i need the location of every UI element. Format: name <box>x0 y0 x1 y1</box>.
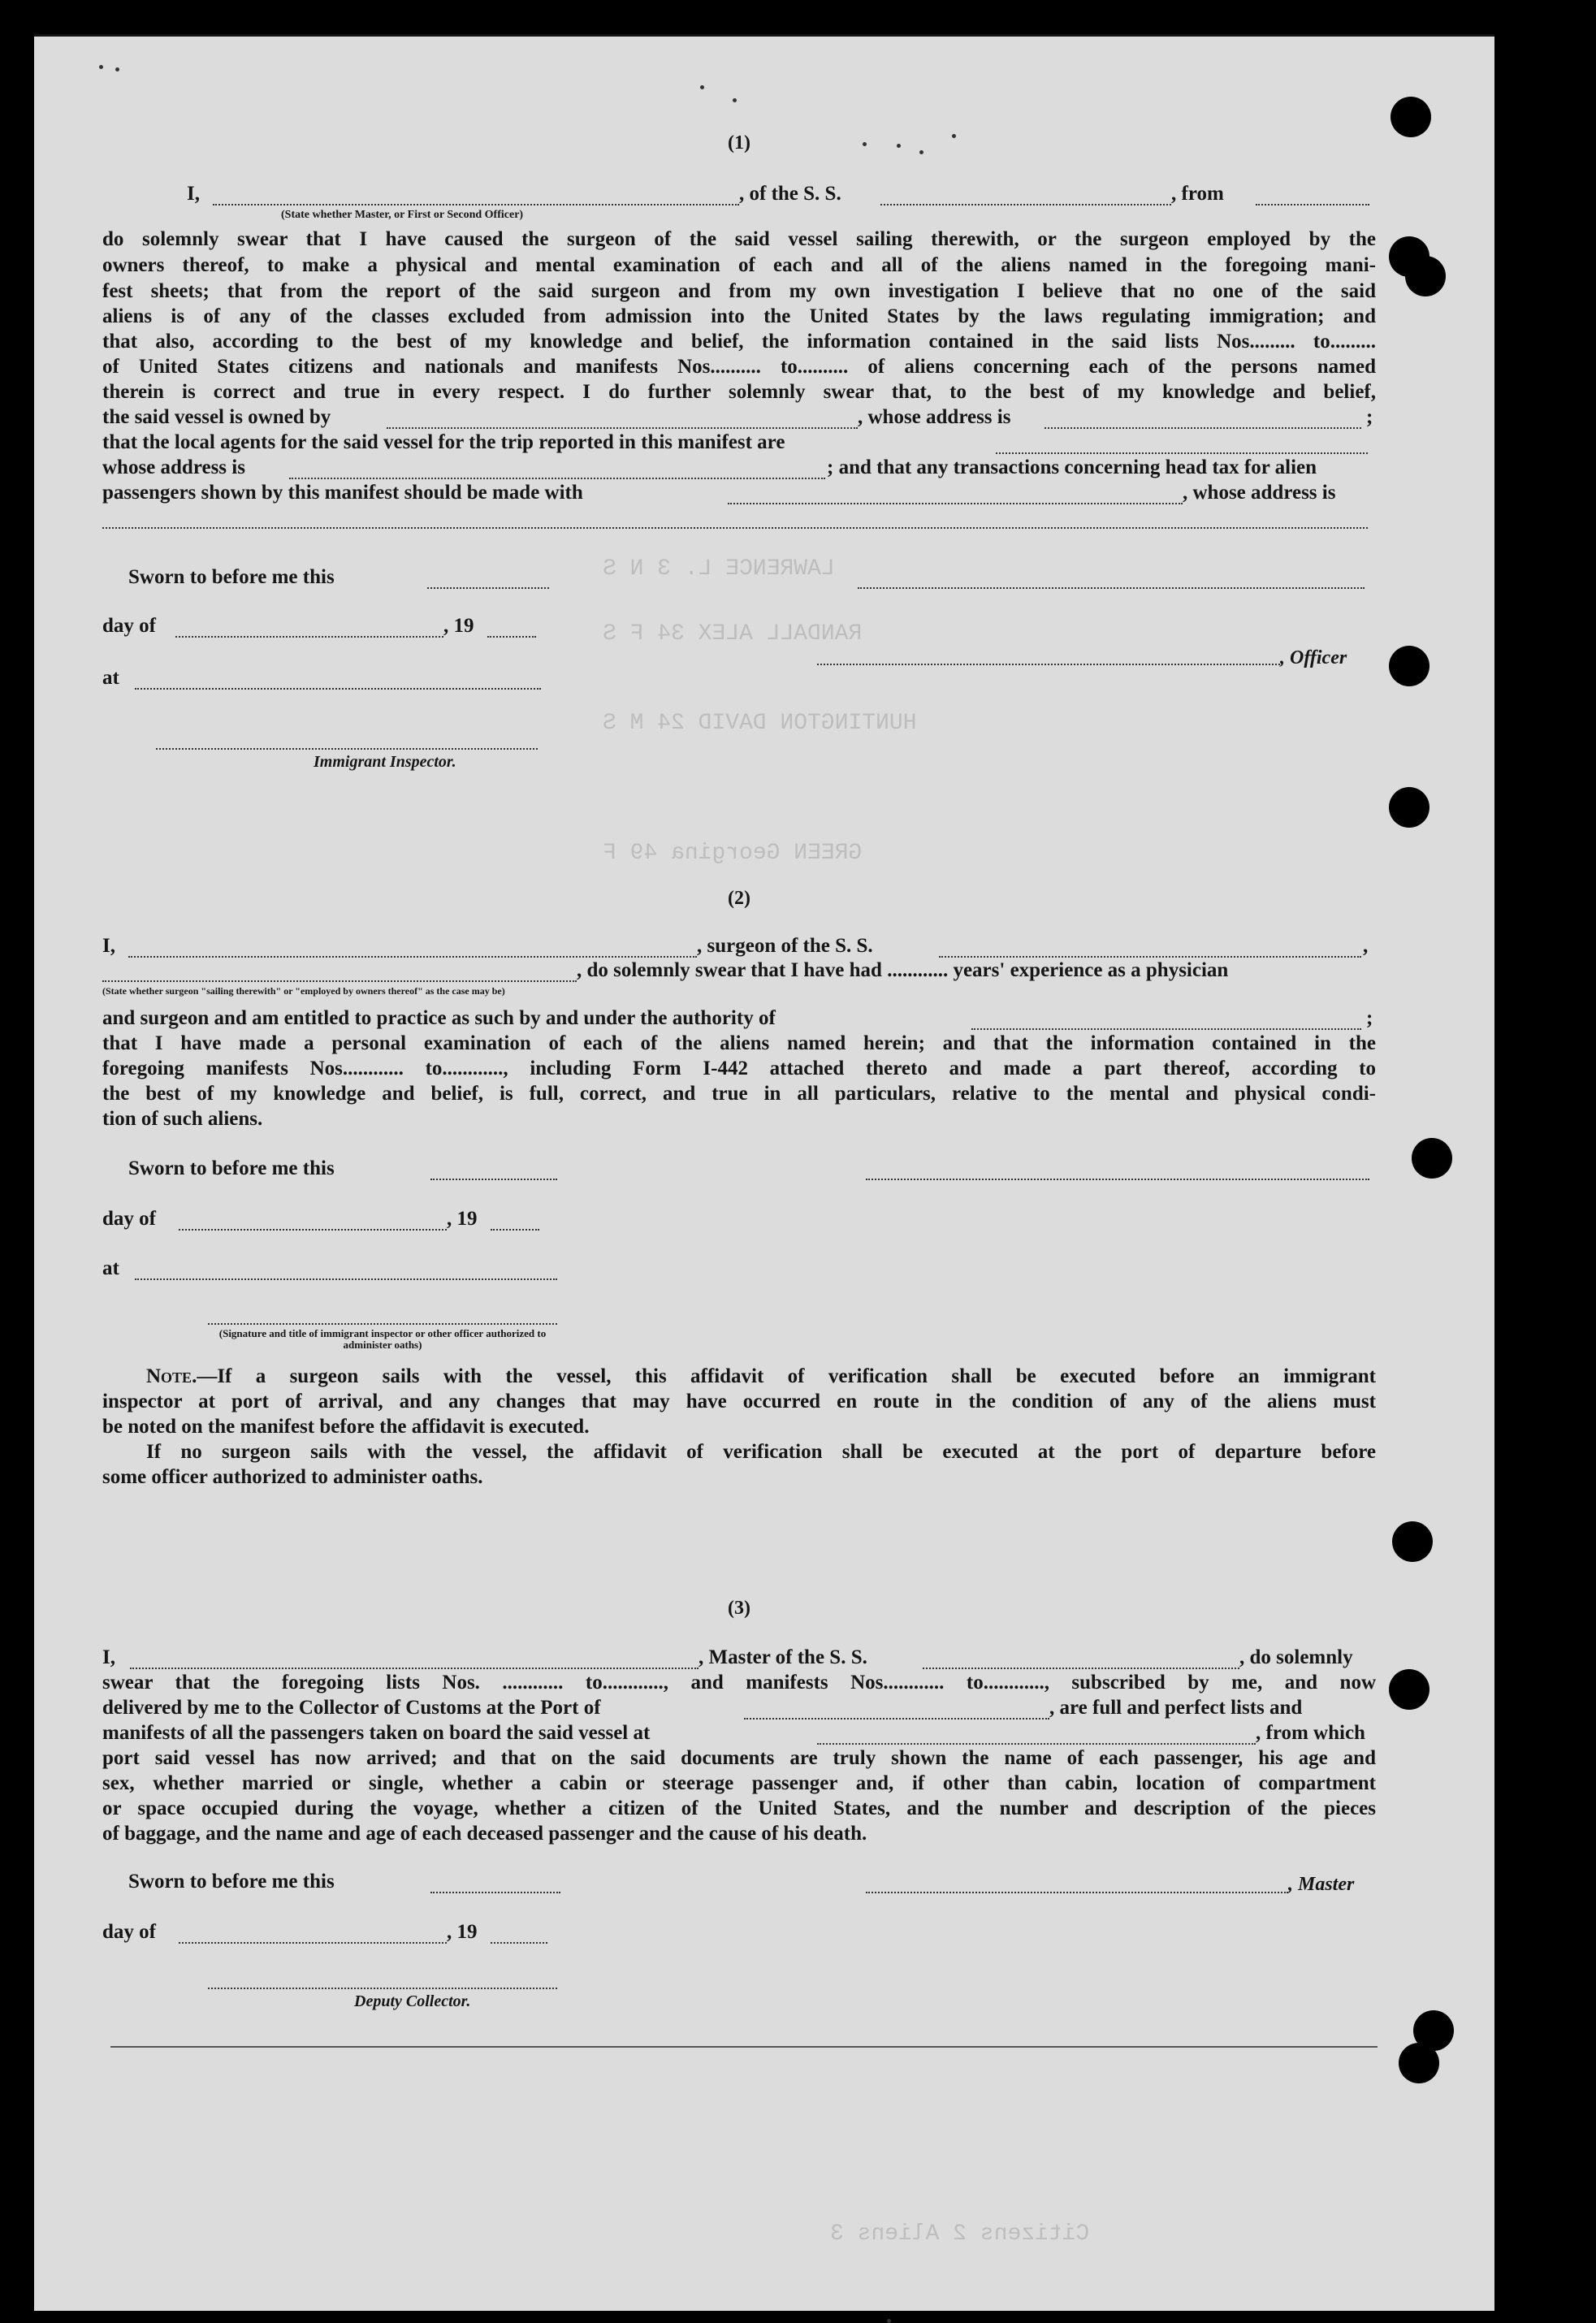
experience-text: , do solemnly swear that I have had ............ years' experience as a physician <box>577 959 1229 981</box>
year-field-line <box>491 1942 547 1944</box>
note-line <box>146 1365 1376 1388</box>
agents-field-line <box>996 452 1368 454</box>
sworn-field-line <box>430 1892 560 1893</box>
paragraph-line: foregoing manifests Nos............ to............, including Form I-442 attached thereto and made a part thereof, according to <box>102 1058 1376 1079</box>
inspector-label: Immigrant Inspector. <box>314 753 456 771</box>
day-of-label: day of <box>102 615 156 637</box>
note-line: some officer authorized to administer oaths. <box>102 1466 483 1488</box>
transactions-label: passengers shown by this manifest should be made with <box>102 482 583 504</box>
bleed-through-text: Citizens 2 Aliens 3 <box>830 2221 1090 2247</box>
do-solemnly-label: , do solemnly <box>1239 1646 1353 1668</box>
note-line: If no surgeon sails with the vessel, the affidavit of verification shall be executed at the port of departure before <box>146 1441 1376 1463</box>
speck <box>733 98 737 102</box>
punch-hole <box>1389 646 1429 686</box>
head-tax-text: ; and that any transactions concerning head tax for alien <box>827 456 1317 478</box>
speck <box>700 85 704 89</box>
vessel-at-label: manifests of all the passengers taken on board the said vessel at <box>102 1722 651 1744</box>
sworn-label: Sworn to before me this <box>128 1157 335 1179</box>
sworn-field-line <box>430 1179 557 1180</box>
note-line: be noted on the manifest before the affidavit is executed. <box>102 1416 590 1438</box>
paragraph-line: and surgeon and am entitled to practice as such by and under the authority of <box>102 1007 776 1029</box>
paragraph-line: fest sheets; that from the report of the said surgeon and from my own investigation I believe that no one of the said <box>102 280 1376 302</box>
sworn-label: Sworn to before me this <box>128 1871 335 1893</box>
paragraph-line: swear that the foregoing lists Nos. ............ to............, and manifests Nos............ to............, subscribed by me, and now <box>102 1672 1376 1694</box>
section-number: (1) <box>728 132 750 154</box>
year-label: , 19 <box>447 1921 478 1943</box>
owner-address-label: , whose address is <box>858 406 1011 428</box>
year-label: , 19 <box>447 1208 478 1230</box>
agents-address-label: whose address is <box>102 456 245 478</box>
punch-hole <box>1392 1521 1433 1562</box>
paragraph-line: port said vessel has now arrived; and that on the said documents are truly shown the name of each passenger, his age and <box>102 1747 1376 1769</box>
address-continuation-line <box>102 527 1368 529</box>
officer-label: , Officer <box>1280 647 1347 668</box>
sworn-field-line <box>427 587 549 589</box>
signature-note: (Signature and title of immigrant inspector or other officer authorized to administer oaths) <box>218 1327 547 1351</box>
at-field-line <box>135 1278 557 1280</box>
paragraph-line: therein is correct and true in every respect. I do further solemnly swear that, to the best of my knowledge and belief, <box>102 381 1376 403</box>
owner-address-line <box>1045 427 1361 429</box>
full-lists-text: , are full and perfect lists and <box>1049 1697 1303 1719</box>
at-label: at <box>102 667 119 689</box>
paragraph-line: of baggage, and the name and age of each deceased passenger and the cause of his death. <box>102 1823 867 1845</box>
field-note: (State whether surgeon "sailing therewith" or "employed by owners thereof" as the case may be) <box>102 985 505 997</box>
master-vessel-line <box>923 1668 1239 1669</box>
surgeon-name-line <box>128 956 697 958</box>
officer-signature-line <box>817 664 1280 665</box>
label-from: , from <box>1171 183 1224 205</box>
label-i: I, <box>102 935 115 957</box>
officer-signature-line-1 <box>858 587 1365 589</box>
agents-address-line <box>289 478 825 479</box>
paragraph-line: aliens is of any of the classes excluded from admission into the United States by the laws regulating immigration; and <box>102 305 1376 327</box>
surgeon-vessel-line <box>939 956 1361 958</box>
day-field-line <box>175 636 443 638</box>
paragraph-line: owners thereof, to make a physical and mental examination of each and all of the aliens named in the foregoing mani- <box>102 254 1376 276</box>
port-field-line <box>744 1718 1049 1720</box>
note-label: Note. <box>146 1365 197 1387</box>
punch-hole <box>1391 97 1431 137</box>
comma: , <box>1363 935 1369 957</box>
semicolon: ; <box>1366 406 1373 428</box>
from-which-text: , from which <box>1256 1722 1365 1744</box>
semicolon: ; <box>1366 1007 1373 1029</box>
paragraph-line: tion of such aliens. <box>102 1108 263 1130</box>
transactions-field-line <box>728 503 1183 504</box>
surgeon-signature-line <box>866 1179 1369 1180</box>
speck <box>99 65 103 69</box>
day-field-line <box>179 1942 447 1944</box>
paragraph-line: that also, according to the best of my knowledge and belief, the information contained in the said lists Nos......... to......... <box>102 331 1376 353</box>
document-page <box>34 34 1494 2311</box>
year-field-line <box>491 1229 539 1231</box>
paragraph-line: the best of my knowledge and belief, is full, correct, and true in all particulars, relative to the mental and physical condi- <box>102 1083 1376 1105</box>
label-of-ss: , of the S. S. <box>739 183 841 205</box>
at-field-line <box>135 688 541 690</box>
authority-field-line <box>971 1028 1361 1030</box>
paragraph-line: sex, whether married or single, whether a cabin or steerage passenger and, if other than cabin, location of compartment <box>102 1772 1376 1794</box>
year-field-line <box>487 636 536 638</box>
punch-hole <box>1389 787 1429 828</box>
paragraph-line: of United States citizens and nationals and manifests Nos.......... to.......... of aliens concerning each of the persons named <box>102 356 1376 378</box>
master-label: , Master <box>1288 1874 1355 1895</box>
departure-port-line <box>817 1743 1256 1745</box>
day-of-label: day of <box>102 1921 156 1943</box>
bleed-through-text: GREEN Georgina 49 F <box>603 841 863 866</box>
agents-label: that the local agents for the said vessel for the trip reported in this manifest are <box>102 431 785 453</box>
section-number: (2) <box>728 888 750 909</box>
port-label: delivered by me to the Collector of Customs at the Port of <box>102 1697 601 1719</box>
day-of-label: day of <box>102 1208 156 1230</box>
master-signature-line <box>866 1892 1288 1893</box>
field-note: (State whether Master, or First or Second Officer) <box>281 209 524 221</box>
paragraph-line: that I have made a personal examination of each of the aliens named herein; and that the information contained in the <box>102 1032 1376 1054</box>
deputy-signature-line <box>208 1988 557 1989</box>
label-i: I, <box>102 1646 115 1668</box>
label-i: I, <box>187 183 200 205</box>
owner-field-line <box>387 427 858 429</box>
punch-hole <box>1412 1138 1452 1179</box>
surgeon-of-ss-label: , surgeon of the S. S. <box>697 935 873 957</box>
inspector-signature-line <box>156 748 538 750</box>
paragraph-line: do solemnly swear that I have caused the surgeon of the said vessel sailing therewith, or the surgeon employed by the <box>102 228 1376 250</box>
surgeon-status-line <box>102 980 577 982</box>
section-number: (3) <box>728 1598 750 1619</box>
speck <box>115 67 119 71</box>
deputy-collector-label: Deputy Collector. <box>354 1992 471 2010</box>
from-field-line <box>1256 204 1369 205</box>
day-field-line <box>179 1229 447 1231</box>
name-field-line <box>213 204 739 205</box>
speck <box>887 2319 891 2323</box>
transactions-address-label: , whose address is <box>1183 482 1336 504</box>
owned-by-label: the said vessel is owned by <box>102 406 331 428</box>
note-text: —If a surgeon sails with the vessel, this affidavit of verification shall be executed before an immigrant <box>197 1365 1376 1387</box>
master-of-ss-label: , Master of the S. S. <box>699 1646 867 1668</box>
paragraph-line: or space occupied during the voyage, whether a citizen of the United States, and the number and description of the pieces <box>102 1797 1376 1819</box>
at-label: at <box>102 1257 119 1279</box>
punch-hole <box>1405 256 1446 296</box>
bleed-through-text: LAWRENCE L. 3 N S <box>603 556 835 582</box>
sworn-label: Sworn to before me this <box>128 566 335 588</box>
master-name-line <box>130 1668 699 1669</box>
bleed-through-text: RANDALL ALEX 34 F S <box>603 621 863 647</box>
year-label: , 19 <box>443 615 474 637</box>
punch-hole <box>1389 1669 1429 1710</box>
vessel-field-line <box>880 204 1171 205</box>
bottom-rule <box>110 2046 1378 2048</box>
bleed-through-text: HUNTINGTON DAVID 24 M S <box>603 711 917 736</box>
note-line: inspector at port of arrival, and any changes that may have occurred en route in the condition of any of the aliens must <box>102 1391 1376 1412</box>
inspector-signature-line <box>208 1323 557 1325</box>
punch-hole <box>1399 2043 1439 2083</box>
